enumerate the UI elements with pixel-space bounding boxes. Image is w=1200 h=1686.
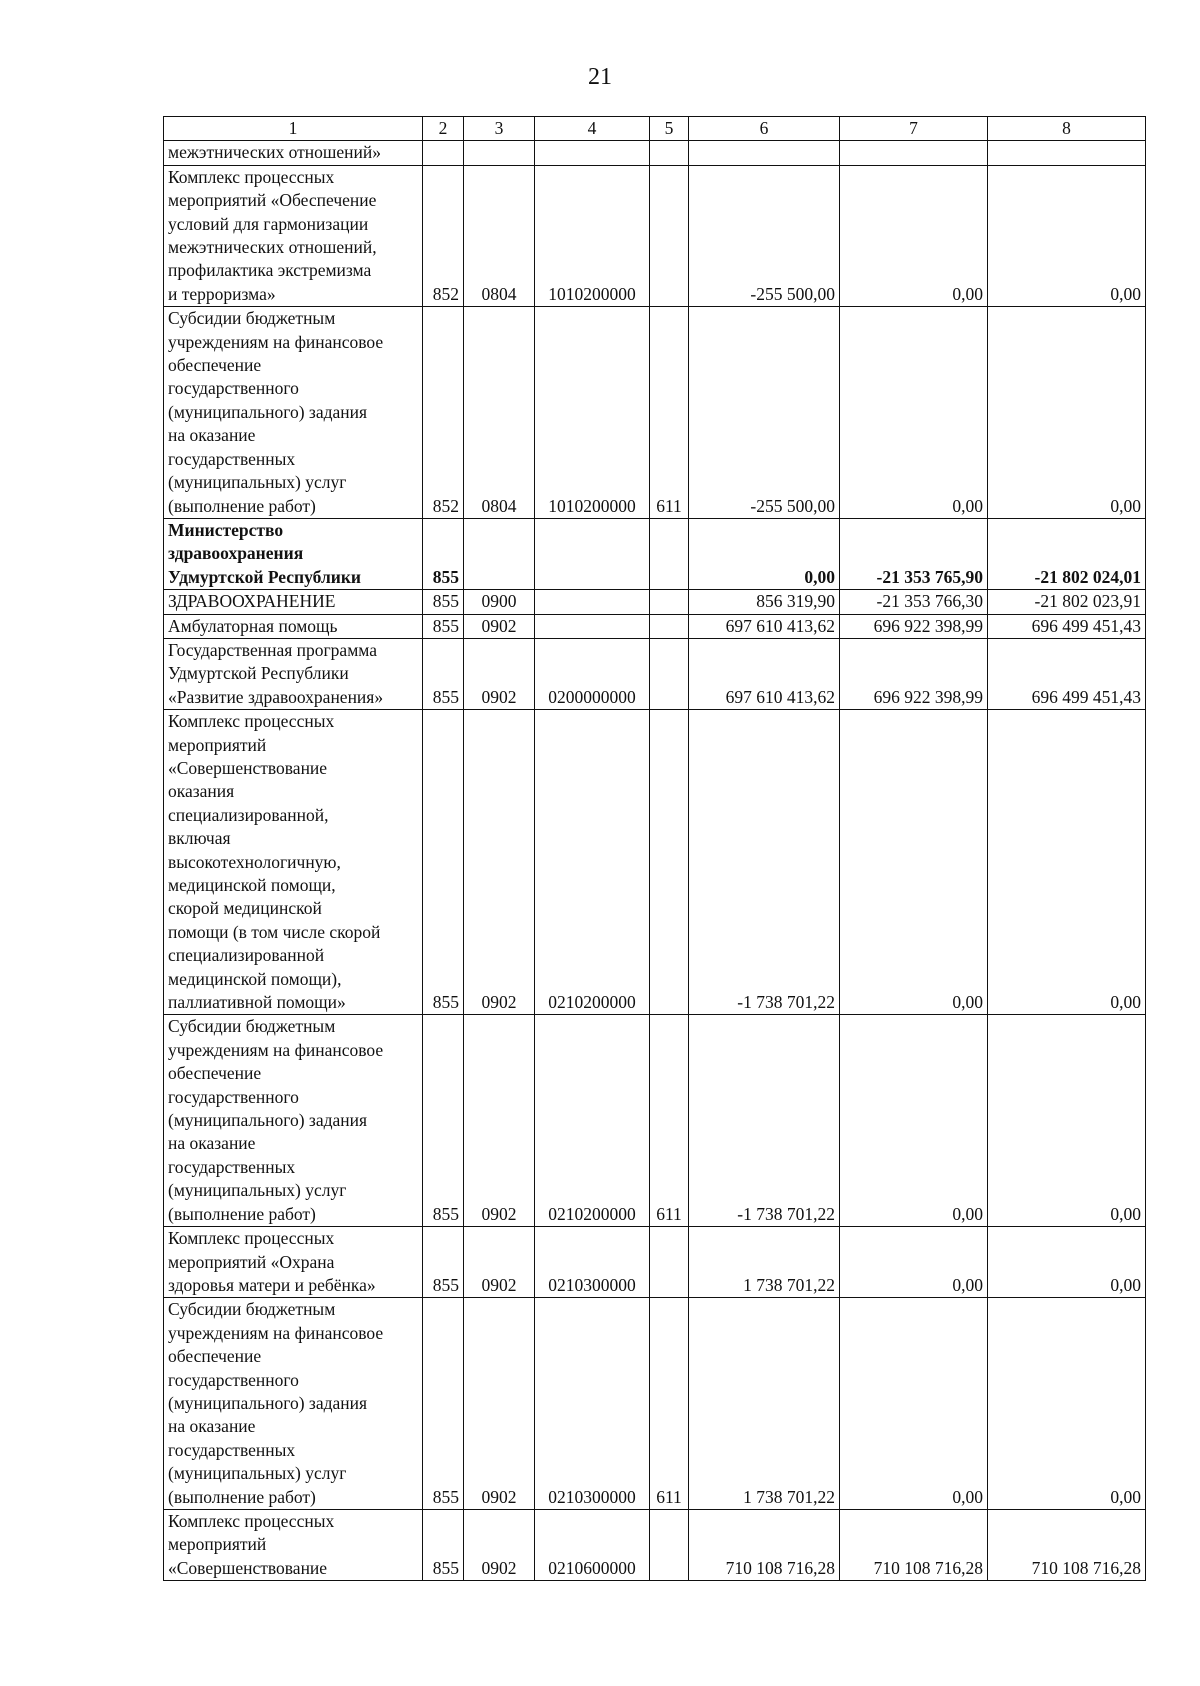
- cell-amount-6: 697 610 413,62: [689, 638, 840, 709]
- cell-section-code: 0902: [464, 1015, 535, 1227]
- table-row: [164, 1227, 1146, 1298]
- header-cell-1: 1: [164, 117, 423, 141]
- cell-amount-6: 697 610 413,62: [689, 614, 840, 638]
- cell-amount-6: -255 500,00: [689, 165, 840, 306]
- cell-name: [164, 307, 423, 519]
- cell-amount-8: -21 802 023,91: [988, 590, 1146, 614]
- cell-name-line: государственных: [168, 448, 296, 469]
- cell-name-line: учреждениям на финансовое: [168, 331, 384, 352]
- cell-amount-6: 710 108 716,28: [689, 1509, 840, 1580]
- cell-expense-type: [650, 1509, 689, 1580]
- cell-name-line: «Развитие здравоохранения»: [168, 686, 384, 707]
- cell-amount-8: -21 802 024,01: [988, 518, 1146, 589]
- cell-name-line: межэтнических отношений,: [168, 237, 377, 258]
- cell-name-line: (муниципального) задания: [168, 1110, 368, 1131]
- cell-ministry-code: 852: [423, 307, 464, 519]
- cell-amount-8: [988, 141, 1146, 165]
- cell-name-line: (выполнение работ): [168, 1486, 316, 1507]
- cell-name-line: (выполнение работ): [168, 1203, 316, 1224]
- cell-target-code: 1010200000: [535, 165, 650, 306]
- table-body: [164, 141, 1146, 1581]
- cell-name-line: Министерство: [168, 519, 284, 540]
- cell-target-code: 0200000000: [535, 638, 650, 709]
- header-cell-4: 4: [535, 117, 650, 141]
- table-row: [164, 165, 1146, 306]
- cell-ministry-code: [423, 141, 464, 165]
- cell-amount-7: 0,00: [840, 165, 988, 306]
- cell-target-code: 0210200000: [535, 710, 650, 1015]
- cell-amount-8: 696 499 451,43: [988, 638, 1146, 709]
- cell-amount-6: 1 738 701,22: [689, 1227, 840, 1298]
- cell-name-line: паллиативной помощи»: [168, 992, 346, 1013]
- budget-table: [163, 116, 1146, 1581]
- header-cell-5: 5: [650, 117, 689, 141]
- cell-name-line: государственных: [168, 1156, 296, 1177]
- cell-name: [164, 710, 423, 1015]
- cell-target-code: 0210300000: [535, 1298, 650, 1510]
- table-row: [164, 1509, 1146, 1580]
- header-cell-6: 6: [689, 117, 840, 141]
- cell-amount-6: 856 319,90: [689, 590, 840, 614]
- cell-name-line: специализированной: [168, 945, 325, 966]
- cell-name: [164, 1227, 423, 1298]
- cell-name-line: включая: [168, 828, 231, 849]
- table-row: [164, 141, 1146, 165]
- cell-name-line: профилактика экстремизма: [168, 260, 372, 281]
- table-header: [164, 117, 1146, 141]
- cell-amount-6: 0,00: [689, 518, 840, 589]
- cell-name: [164, 1509, 423, 1580]
- cell-amount-8: 0,00: [988, 710, 1146, 1015]
- cell-amount-8: 0,00: [988, 165, 1146, 306]
- cell-ministry-code: 855: [423, 1227, 464, 1298]
- cell-amount-8: 696 499 451,43: [988, 614, 1146, 638]
- cell-name-line: (муниципальных) услуг: [168, 472, 347, 493]
- cell-section-code: 0902: [464, 614, 535, 638]
- cell-name-line: ЗДРАВООХРАНЕНИЕ: [168, 591, 336, 612]
- table-row: [164, 307, 1146, 519]
- cell-name-line: мероприятий: [168, 1534, 267, 1555]
- cell-amount-7: 0,00: [840, 1298, 988, 1510]
- cell-name-line: Удмуртской Республики: [168, 663, 349, 684]
- cell-name-line: специализированной,: [168, 804, 329, 825]
- cell-amount-8: 0,00: [988, 1298, 1146, 1510]
- cell-target-code: [535, 141, 650, 165]
- header-row: [164, 117, 1146, 141]
- cell-expense-type: 611: [650, 307, 689, 519]
- table-row: [164, 518, 1146, 589]
- cell-ministry-code: 855: [423, 1015, 464, 1227]
- cell-name-line: Субсидии бюджетным: [168, 1299, 336, 1320]
- cell-name-line: оказания: [168, 781, 235, 802]
- cell-expense-type: [650, 590, 689, 614]
- cell-section-code: 0804: [464, 165, 535, 306]
- cell-name-line: скорой медицинской: [168, 898, 322, 919]
- cell-name: [164, 141, 423, 165]
- table-row: [164, 710, 1146, 1015]
- cell-expense-type: 611: [650, 1015, 689, 1227]
- cell-name-line: обеспечение: [168, 1346, 262, 1367]
- cell-ministry-code: 855: [423, 1298, 464, 1510]
- cell-amount-6: [689, 141, 840, 165]
- cell-amount-7: -21 353 766,30: [840, 590, 988, 614]
- cell-amount-6: -1 738 701,22: [689, 710, 840, 1015]
- cell-ministry-code: 852: [423, 165, 464, 306]
- table-row: [164, 1015, 1146, 1227]
- cell-ministry-code: 855: [423, 590, 464, 614]
- cell-ministry-code: 855: [423, 614, 464, 638]
- cell-name-line: на оказание: [168, 425, 256, 446]
- cell-amount-8: 710 108 716,28: [988, 1509, 1146, 1580]
- cell-name-line: Комплекс процессных: [168, 1228, 335, 1249]
- cell-amount-8: 0,00: [988, 307, 1146, 519]
- cell-ministry-code: 855: [423, 710, 464, 1015]
- cell-name-line: и терроризма»: [168, 283, 276, 304]
- cell-name-line: (муниципальных) услуг: [168, 1180, 347, 1201]
- cell-target-code: [535, 614, 650, 638]
- cell-expense-type: [650, 638, 689, 709]
- header-cell-3: 3: [464, 117, 535, 141]
- cell-section-code: 0902: [464, 1298, 535, 1510]
- cell-name-line: медицинской помощи),: [168, 968, 342, 989]
- cell-name: [164, 518, 423, 589]
- cell-name-line: медицинской помощи,: [168, 875, 336, 895]
- cell-name: [164, 590, 423, 614]
- cell-name-line: учреждениям на финансовое: [168, 1039, 384, 1060]
- cell-section-code: 0902: [464, 710, 535, 1015]
- cell-name-line: мероприятий «Обеспечение: [168, 190, 377, 211]
- cell-expense-type: [650, 710, 689, 1015]
- cell-amount-7: 696 922 398,99: [840, 638, 988, 709]
- cell-name-line: Субсидии бюджетным: [168, 308, 336, 329]
- cell-ministry-code: 855: [423, 1509, 464, 1580]
- cell-section-code: [464, 141, 535, 165]
- cell-name: [164, 1298, 423, 1510]
- cell-expense-type: 611: [650, 1298, 689, 1510]
- page-number: 21: [588, 64, 612, 90]
- cell-amount-8: 0,00: [988, 1015, 1146, 1227]
- cell-amount-6: -1 738 701,22: [689, 1015, 840, 1227]
- cell-name-line: государственного: [168, 1086, 299, 1107]
- cell-section-code: 0900: [464, 590, 535, 614]
- cell-amount-7: [840, 141, 988, 165]
- cell-name-line: государственного: [168, 1369, 299, 1390]
- cell-name-line: «Совершенствование: [168, 757, 328, 778]
- cell-section-code: 0902: [464, 1509, 535, 1580]
- cell-section-code: 0804: [464, 307, 535, 519]
- cell-section-code: 0902: [464, 638, 535, 709]
- cell-expense-type: [650, 518, 689, 589]
- cell-name-line: государственных: [168, 1439, 296, 1460]
- cell-amount-8: 0,00: [988, 1227, 1146, 1298]
- cell-name-line: на оказание: [168, 1416, 256, 1437]
- cell-target-code: 0210600000: [535, 1509, 650, 1580]
- cell-name: [164, 638, 423, 709]
- cell-name-line: условий для гармонизации: [168, 213, 369, 234]
- cell-name-line: мероприятий «Охрана: [168, 1251, 335, 1272]
- cell-section-code: [464, 518, 535, 589]
- cell-name-line: (выполнение работ): [168, 495, 316, 516]
- cell-expense-type: [650, 1227, 689, 1298]
- cell-name-line: мероприятий: [168, 734, 267, 755]
- cell-name-line: на оказание: [168, 1133, 256, 1154]
- cell-expense-type: [650, 614, 689, 638]
- cell-section-code: 0902: [464, 1227, 535, 1298]
- cell-amount-7: 0,00: [840, 710, 988, 1015]
- cell-target-code: 0210200000: [535, 1015, 650, 1227]
- cell-ministry-code: 855: [423, 638, 464, 709]
- cell-name-line: здравоохранения: [168, 543, 304, 564]
- cell-name-line: «Совершенствование: [168, 1557, 328, 1578]
- cell-name-line: учреждениям на финансовое: [168, 1322, 384, 1343]
- cell-name-line: помощи (в том числе скорой: [168, 921, 381, 942]
- cell-amount-7: -21 353 765,90: [840, 518, 988, 589]
- cell-name-line: (муниципальных) услуг: [168, 1463, 347, 1484]
- cell-name-line: Субсидии бюджетным: [168, 1016, 336, 1037]
- cell-target-code: [535, 590, 650, 614]
- table-row: [164, 1298, 1146, 1510]
- table-row: [164, 590, 1146, 614]
- cell-name-line: высокотехнологичную,: [168, 851, 341, 872]
- table-row: [164, 614, 1146, 638]
- cell-expense-type: [650, 165, 689, 306]
- cell-name-line: межэтнических отношений»: [168, 142, 381, 163]
- cell-amount-7: 0,00: [840, 1015, 988, 1227]
- cell-name-line: государственного: [168, 378, 299, 399]
- cell-name-line: Комплекс процессных: [168, 166, 335, 187]
- cell-ministry-code: 855: [423, 518, 464, 589]
- cell-amount-7: 696 922 398,99: [840, 614, 988, 638]
- cell-name-line: (муниципального) задания: [168, 401, 368, 422]
- cell-name-line: Комплекс процессных: [168, 711, 335, 732]
- cell-name: [164, 165, 423, 306]
- cell-amount-7: 710 108 716,28: [840, 1509, 988, 1580]
- cell-name-line: здоровья матери и ребёнка»: [168, 1274, 376, 1295]
- header-cell-7: 7: [840, 117, 988, 141]
- cell-name: [164, 1015, 423, 1227]
- cell-target-code: [535, 518, 650, 589]
- cell-name-line: Государственная программа: [168, 639, 377, 660]
- table-row: [164, 638, 1146, 709]
- cell-target-code: 1010200000: [535, 307, 650, 519]
- cell-name-line: Комплекс процессных: [168, 1510, 335, 1531]
- cell-name: [164, 614, 423, 638]
- cell-amount-6: 1 738 701,22: [689, 1298, 840, 1510]
- header-cell-2: 2: [423, 117, 464, 141]
- cell-name-line: обеспечение: [168, 1063, 262, 1084]
- cell-target-code: 0210300000: [535, 1227, 650, 1298]
- cell-amount-7: 0,00: [840, 307, 988, 519]
- cell-amount-6: -255 500,00: [689, 307, 840, 519]
- cell-name-line: (муниципального) задания: [168, 1392, 368, 1413]
- cell-expense-type: [650, 141, 689, 165]
- cell-name-line: Удмуртской Республики: [168, 566, 362, 587]
- cell-name-line: обеспечение: [168, 355, 262, 376]
- header-cell-8: 8: [988, 117, 1146, 141]
- cell-name-line: Амбулаторная помощь: [168, 615, 338, 636]
- cell-amount-7: 0,00: [840, 1227, 988, 1298]
